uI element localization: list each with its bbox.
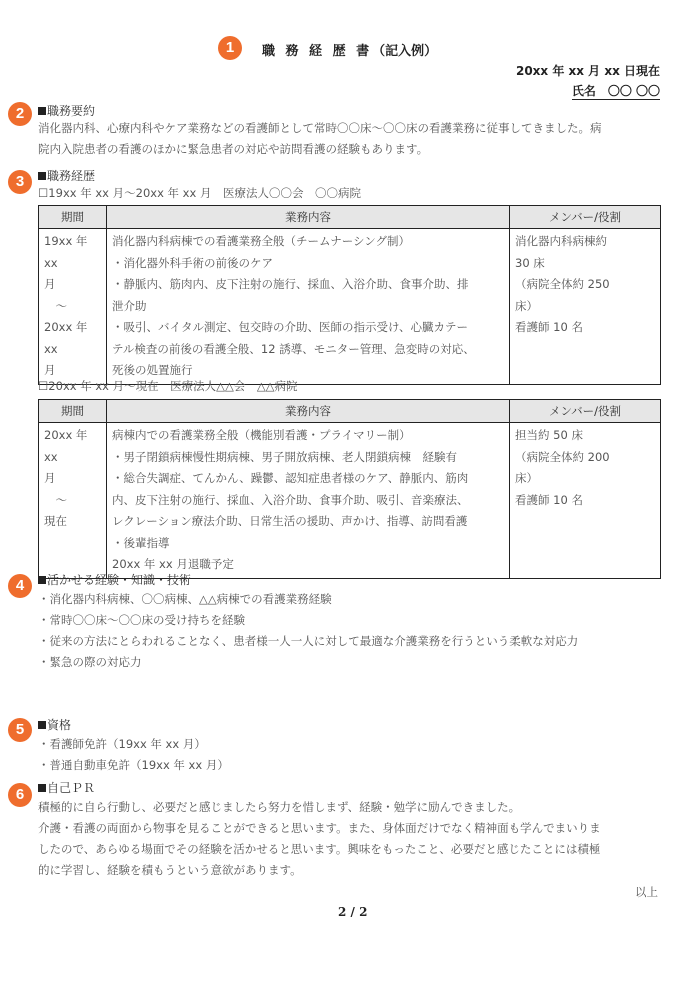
job-table-1 [38,205,661,385]
job-duties [107,229,510,385]
licenses-heading-text: 資格 [47,718,72,732]
history-heading [38,167,95,184]
job-caption-1: ☐19xx 年 xx 月～20xx 年 xx 月 医療法人〇〇会 〇〇病院 [38,186,361,200]
page-number: 2 / 2 [338,905,368,919]
job-role [510,423,661,579]
summary-line: 消化器内科、心療内科やケア業務などの看護師として常時〇〇床～〇〇床の看護業務に従事してきました。病 [38,121,602,135]
licenses-heading [38,716,71,733]
job-period [39,229,107,385]
summary-heading [38,102,95,119]
step-badge-3: 3 [8,170,32,194]
role-line: 30 床 [515,255,545,270]
duty-line: 泄介助 [112,298,147,313]
period-line: 20xx 年 xx [44,320,88,356]
role-line: 看護師 10 名 [515,492,583,507]
pr-line: 的に学習し、経験を積もうという意欲があります。 [38,863,302,877]
duty-line: ・吸引、バイタル測定、包交時の介助、医師の指示受け、心臓カテー [112,320,469,334]
duty-line: ・総合失調症、てんかん、躁鬱、認知症患者様のケア、静脈内、筋肉 [112,471,469,485]
list-item: ・従来の方法にとらわれることなく、患者様一人一人に対して最適な介護業務を行うという柔軟な対応力 [38,634,579,648]
step-badge-2: 2 [8,102,32,126]
list-item: ・普通自動車免許（19xx 年 xx 月） [38,758,229,772]
duty-line: テル検査の前後の看護全般、12 誘導、モニター管理、急変時の対応、 [112,341,475,356]
pr-line: 積極的に自ら行動し、必要だと感じましたら努力を惜しまず、経験・勉学に励んできました。 [38,800,521,814]
document-title-suffix: （記入例） [372,44,438,59]
duty-line: 内、皮下注射の施行、採血、入浴介助、食事介助、吸引、音楽療法、 [112,492,469,507]
name-line: 氏名 〇〇 〇〇 [571,84,660,98]
pr-heading-text: 自己ＰＲ [47,781,96,795]
job-row [39,229,661,385]
list-item: ・緊急の際の対応力 [38,655,142,669]
skills-heading-text: 活かせる経験・知識・技術 [47,573,192,587]
job-caption-2: ☐20xx 年 xx 月～現在 医療法人△△会 △△病院 [38,379,298,393]
square-bullet-icon [38,172,46,180]
period-line: ～ [44,492,67,507]
duty-line: ・後輩指導 [112,535,170,550]
square-bullet-icon [38,784,46,792]
period-line: 月 [44,277,56,291]
document-title [262,40,437,59]
job-duties [107,423,510,579]
square-bullet-icon [38,107,46,115]
period-line: 20xx 年 xx [44,428,88,464]
job-period [39,423,107,579]
col-duties: 業務内容 [107,206,510,229]
period-line: 現在 [44,514,67,528]
summary-heading-text: 職務要約 [47,104,96,118]
duty-line: ・静脈内、筋肉内、皮下注射の施行、採血、入浴介助、食事介助、排 [112,277,469,291]
job-role [510,229,661,385]
square-bullet-icon [38,721,46,729]
job-row [39,423,661,579]
duty-line: ・消化器外科手術の前後のケア [112,255,273,270]
duty-line: 死後の処置施行 [112,363,193,377]
pr-line: したので、あらゆる場面でその経験を活かせると思います。興味をもったこと、必要だと感じたことには積極 [38,842,601,856]
step-badge-1: 1 [218,36,242,60]
col-role: メンバー/役割 [510,400,661,423]
role-line: 床） [515,298,538,313]
list-item: ・常時〇〇床～〇〇床の受け持ちを経験 [38,613,245,627]
period-line: ～ [44,298,67,313]
closing-text: 以上 [635,885,658,899]
period-line: 月 [44,363,56,377]
role-line: （病院全体約 200 [515,449,610,464]
duty-line: 消化器内科病棟での看護業務全般（チームナーシング制） [112,234,411,248]
duty-line: 病棟内での看護業務全般（機能別看護・プライマリー制） [112,428,411,442]
date-line: 20xx 年 xx 月 xx 日現在 [515,64,660,78]
col-period: 期間 [39,206,107,229]
pr-heading [38,779,95,796]
skills-heading [38,571,191,588]
history-heading-text: 職務経歴 [47,169,96,183]
summary-line: 院内入院患者の看護のほかに緊急患者の対応や訪問看護の経験もあります。 [38,142,429,156]
col-role: メンバー/役割 [510,206,661,229]
duty-line: 20xx 年 xx 月退職予定 [112,557,234,571]
job-table-2 [38,399,661,579]
role-line: 床） [515,471,538,485]
role-line: （病院全体約 250 [515,277,610,291]
document-title-main: 職 務 経 歴 書 [262,44,373,59]
role-line: 担当約 50 床 [515,428,583,442]
col-duties: 業務内容 [107,400,510,423]
period-line: 19xx 年 xx [44,234,88,270]
pr-body [38,797,668,881]
step-badge-6: 6 [8,783,32,807]
square-bullet-icon [38,576,46,584]
role-line: 看護師 10 名 [515,320,583,334]
summary-body [38,118,666,160]
pr-line: 介護・看護の両面から物事を見ることができると思います。また、身体面だけでなく精神面も学んでまいりま [38,821,601,835]
col-period: 期間 [39,400,107,423]
skills-list [38,589,678,673]
role-line: 消化器内科病棟約 [515,234,607,248]
licenses-list [38,734,229,776]
step-badge-5: 5 [8,718,32,742]
list-item: ・看護師免許（19xx 年 xx 月） [38,737,206,751]
list-item: ・消化器内科病棟、〇〇病棟、△△病棟での看護業務経験 [38,592,332,606]
job-table-header [39,206,661,229]
step-badge-4: 4 [8,574,32,598]
duty-line: ・男子閉鎖病棟慢性期病棟、男子開放病棟、老人閉鎖病棟 経験有 [112,449,457,464]
duty-line: レクレーション療法介助、日常生活の援助、声かけ、指導、訪問看護 [112,514,468,528]
period-line: 月 [44,471,56,485]
job-table-header [39,400,661,423]
